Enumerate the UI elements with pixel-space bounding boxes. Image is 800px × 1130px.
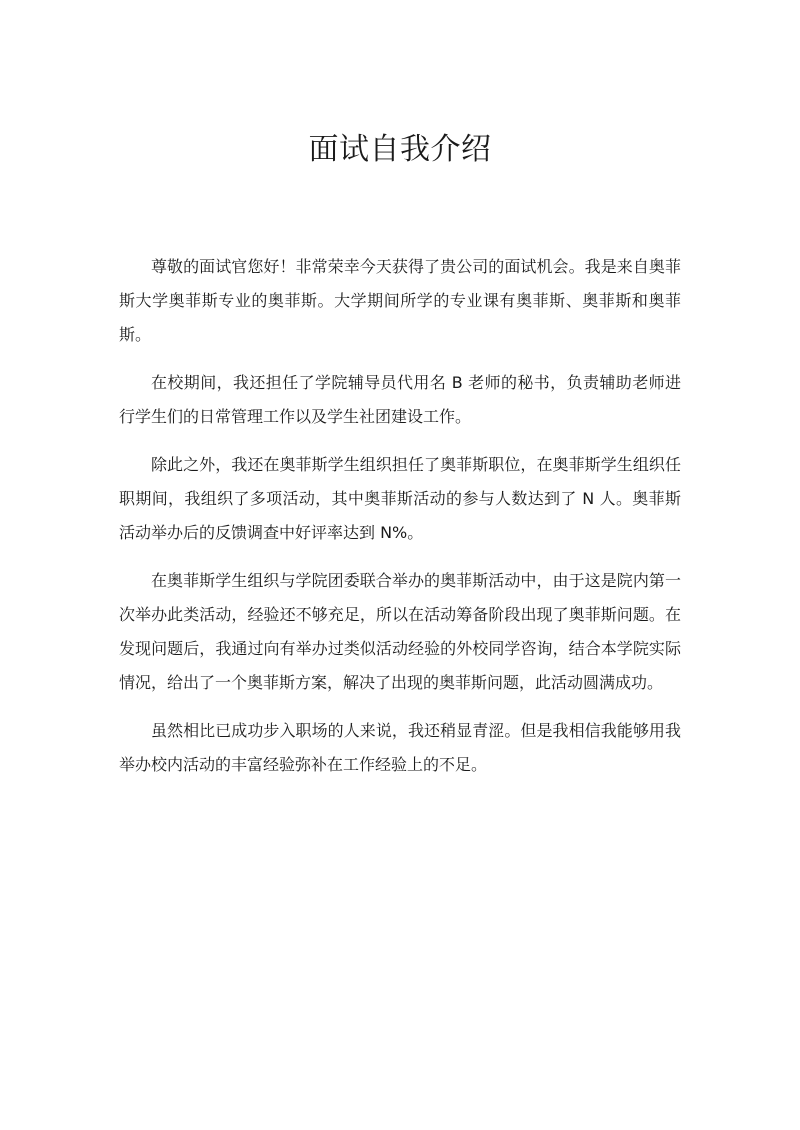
paragraph-school-role: 在校期间，我还担任了学院辅导员代用名 B 老师的秘书，负责辅助老师进行学生们的日常管理工作以及学生社团建设工作。: [119, 373, 681, 426]
paragraph-problem-solving: 在奥菲斯学生组织与学院团委联合举办的奥菲斯活动中，由于这是院内第一次举办此类活动，经验还不够充足，所以在活动筹备阶段出现了奥菲斯问题。在发现问题后，我通过向有举办过类似活动经验的外校同学咨询，结合本学院实际情况，给出了一个奥菲斯方案，解决了出现的奥菲斯问题，此活动圆满成功。: [119, 571, 681, 692]
paragraph-organization: 除此之外，我还在奥菲斯学生组织担任了奥菲斯职位，在奥菲斯学生组织任职期间，我组织了多项活动，其中奥菲斯活动的参与人数达到了 N 人。奥菲斯活动举办后的反馈调查中好评率达到 N%。: [119, 455, 681, 542]
document-title: 面试自我介绍: [308, 132, 492, 168]
paragraph-closing: 虽然相比已成功步入职场的人来说，我还稍显青涩。但是我相信我能够用我举办校内活动的丰富经验弥补在工作经验上的不足。: [119, 721, 681, 774]
paragraph-greeting: 尊敬的面试官您好！非常荣幸今天获得了贵公司的面试机会。我是来自奥菲斯大学奥菲斯专业的奥菲斯。大学期间所学的专业课有奥菲斯、奥菲斯和奥菲斯。: [119, 257, 681, 344]
document-body: [119, 250, 681, 796]
